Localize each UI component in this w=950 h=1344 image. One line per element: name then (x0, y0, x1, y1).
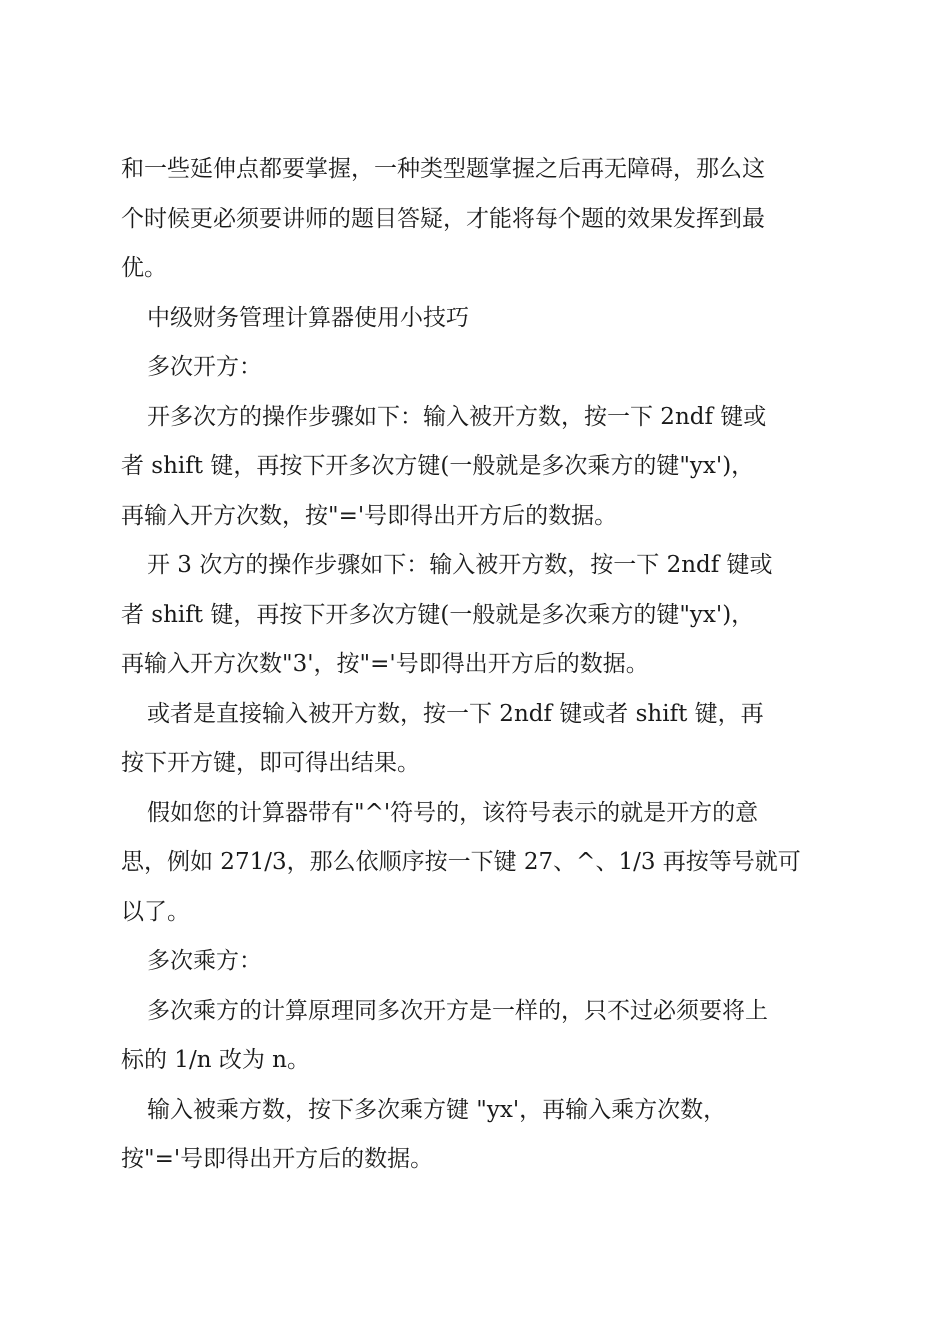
paragraph-line: 多次乘方的计算原理同多次开方是一样的，只不过必须要将上 (147, 997, 768, 1024)
paragraph-line: 者 shift 键，再按下开多次方键(一般就是多次乘方的键"yx')， (121, 453, 755, 479)
paragraph-line: 或者是直接输入被开方数，按一下 2ndf 键或者 shift 键，再 (147, 700, 764, 727)
paragraph-line: 按下开方键，即可得出结果。 (121, 750, 420, 776)
paragraph-line: 和一些延伸点都要掌握，一种类型题掌握之后再无障碍，那么这 (121, 156, 765, 182)
paragraph-line: 思，例如 271/3，那么依顺序按一下键 27、^、1/3 再按等号就可 (121, 849, 801, 875)
paragraph-line: 再输入开方次数"3'，按"='号即得出开方后的数据。 (121, 651, 649, 677)
paragraph-line: 个时候更必须要讲师的题目答疑，才能将每个题的效果发挥到最 (121, 205, 765, 232)
paragraph-line: 开 3 次方的操作步骤如下：输入被开方数，按一下 2ndf 键或 (147, 552, 773, 578)
section-heading: 中级财务管理计算器使用小技巧 (147, 304, 469, 331)
subsection-heading: 多次开方： (147, 354, 262, 380)
paragraph-line: 输入被乘方数，按下多次乘方键 "yx'，再输入乘方次数， (147, 1096, 727, 1123)
paragraph-line: 者 shift 键，再按下开多次方键(一般就是多次乘方的键"yx')， (121, 601, 755, 628)
paragraph-line: 优。 (121, 255, 167, 281)
paragraph-line: 以了。 (121, 898, 190, 925)
subsection-heading: 多次乘方： (147, 948, 262, 974)
paragraph-line: 再输入开方次数，按"='号即得出开方后的数据。 (121, 502, 618, 529)
paragraph-line: 假如您的计算器带有"^'符号的，该符号表示的就是开方的意 (147, 799, 759, 826)
paragraph-line: 开多次方的操作步骤如下：输入被开方数，按一下 2ndf 键或 (147, 403, 767, 430)
paragraph-line: 按"='号即得出开方后的数据。 (121, 1146, 434, 1172)
document-body (121, 145, 836, 1185)
paragraph-line: 标的 1/n 改为 n。 (121, 1047, 310, 1073)
